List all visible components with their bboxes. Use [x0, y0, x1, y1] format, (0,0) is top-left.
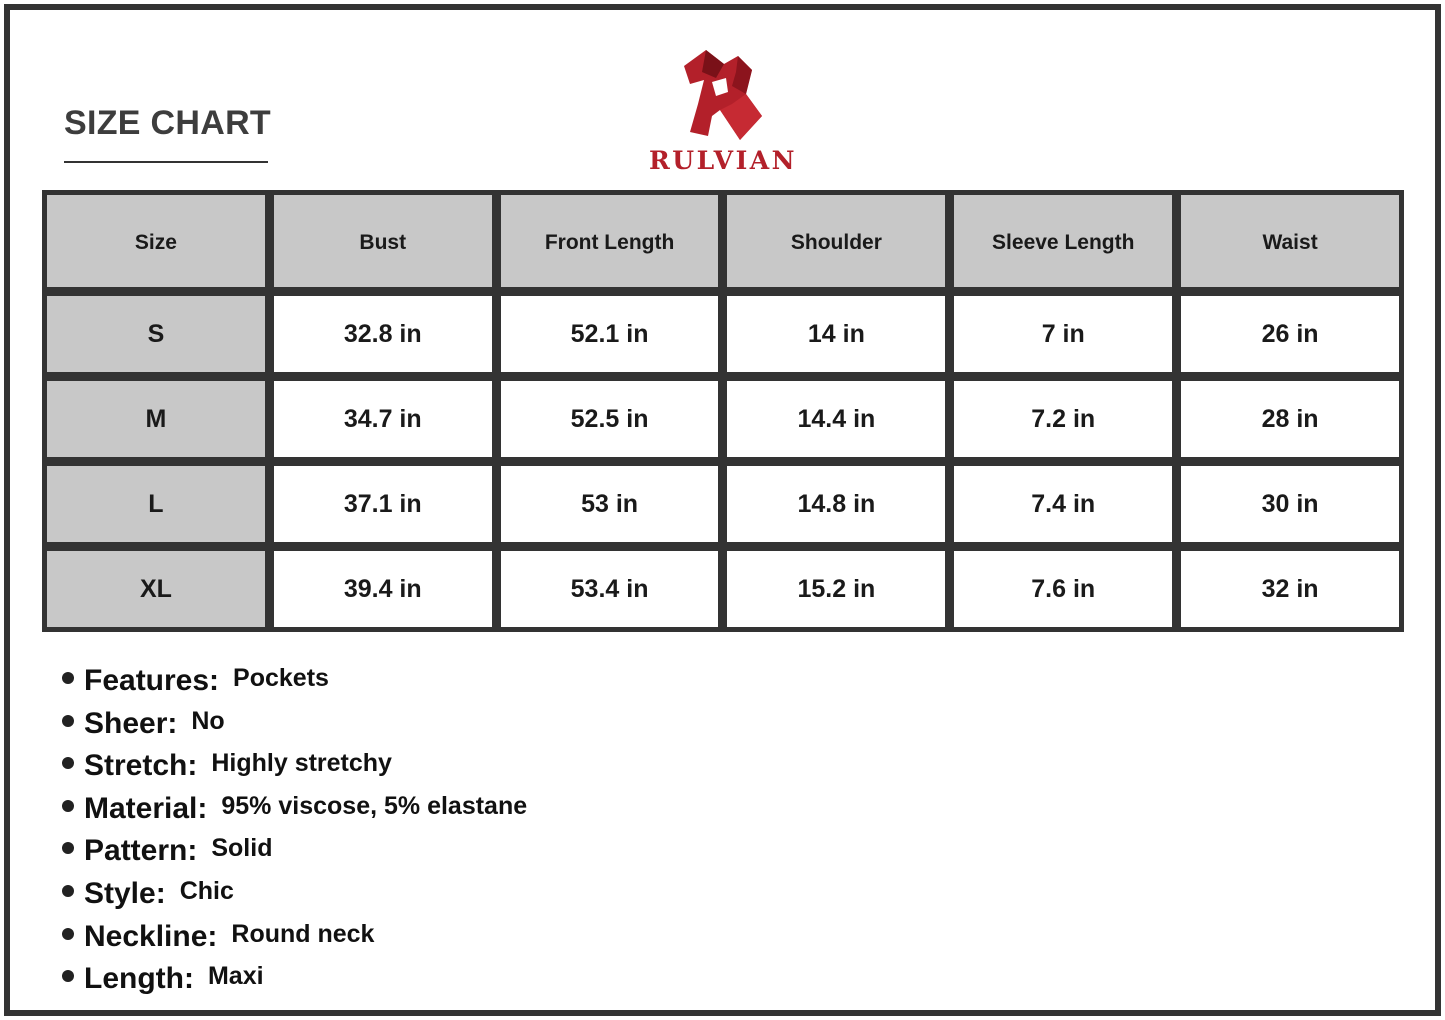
spec-value: Round neck [231, 919, 375, 948]
brand-name: RULVIAN [648, 146, 798, 175]
column-header: Sleeve Length [954, 195, 1172, 287]
bullet-icon [62, 885, 74, 897]
spec-value: No [191, 706, 225, 735]
spec-value: Maxi [207, 962, 264, 991]
size-label-cell: L [47, 466, 265, 542]
spec-item [62, 834, 527, 877]
table-cell: 7 in [954, 296, 1172, 372]
table-cell: 53.4 in [501, 551, 719, 627]
table-cell: 14.8 in [727, 466, 945, 542]
column-header: Front Length [501, 195, 719, 287]
table-cell: 14.4 in [727, 381, 945, 457]
table-cell: 52.1 in [501, 296, 719, 372]
column-header: Size [47, 195, 265, 287]
brand-logo-icon [676, 44, 772, 144]
spec-item [62, 877, 527, 920]
table-cell: 28 in [1181, 381, 1399, 457]
spec-item [62, 920, 527, 963]
table-cell: 32.8 in [274, 296, 492, 372]
spec-value: Pockets [233, 664, 329, 692]
table-cell: 39.4 in [274, 551, 492, 627]
product-specs-list [62, 664, 527, 1005]
bullet-icon [62, 800, 74, 812]
column-header: Waist [1181, 195, 1399, 287]
size-chart-table [42, 190, 1404, 632]
column-header: Bust [274, 195, 492, 287]
spec-item [62, 962, 527, 1005]
bullet-icon [62, 757, 74, 769]
spec-label: Features: [84, 664, 220, 697]
column-header: Shoulder [727, 195, 945, 287]
size-label-cell: S [47, 296, 265, 372]
bullet-icon [62, 970, 74, 982]
spec-value: Solid [211, 834, 273, 863]
bullet-icon [62, 928, 74, 940]
table-cell: 15.2 in [727, 551, 945, 627]
spec-label: Length: [84, 962, 194, 996]
spec-item [62, 707, 527, 750]
table-cell: 7.4 in [954, 466, 1172, 542]
spec-label: Style: [84, 876, 166, 910]
page-title: SIZE CHART [64, 104, 271, 142]
spec-label: Stretch: [84, 749, 198, 783]
table-cell: 30 in [1181, 466, 1399, 542]
spec-value: 95% viscose, 5% elastane [221, 791, 528, 820]
spec-label: Material: [84, 791, 208, 825]
table-cell: 34.7 in [274, 381, 492, 457]
spec-label: Pattern: [84, 834, 198, 868]
spec-item [62, 749, 527, 792]
bullet-icon [62, 672, 74, 684]
table-cell: 7.2 in [954, 381, 1172, 457]
size-label-cell: M [47, 381, 265, 457]
bullet-icon [62, 715, 74, 727]
spec-item [62, 664, 527, 707]
size-label-cell: XL [47, 551, 265, 627]
table-cell: 32 in [1181, 551, 1399, 627]
bullet-icon [62, 842, 74, 854]
table-cell: 52.5 in [501, 381, 719, 457]
table-cell: 26 in [1181, 296, 1399, 372]
spec-item [62, 792, 527, 835]
table-cell: 7.6 in [954, 551, 1172, 627]
table-cell: 53 in [501, 466, 719, 542]
spec-label: Neckline: [84, 919, 218, 953]
spec-value: Chic [179, 876, 234, 905]
spec-label: Sheer: [84, 706, 178, 740]
spec-value: Highly stretchy [211, 749, 392, 778]
table-cell: 14 in [727, 296, 945, 372]
table-cell: 37.1 in [274, 466, 492, 542]
title-underline [64, 161, 268, 163]
